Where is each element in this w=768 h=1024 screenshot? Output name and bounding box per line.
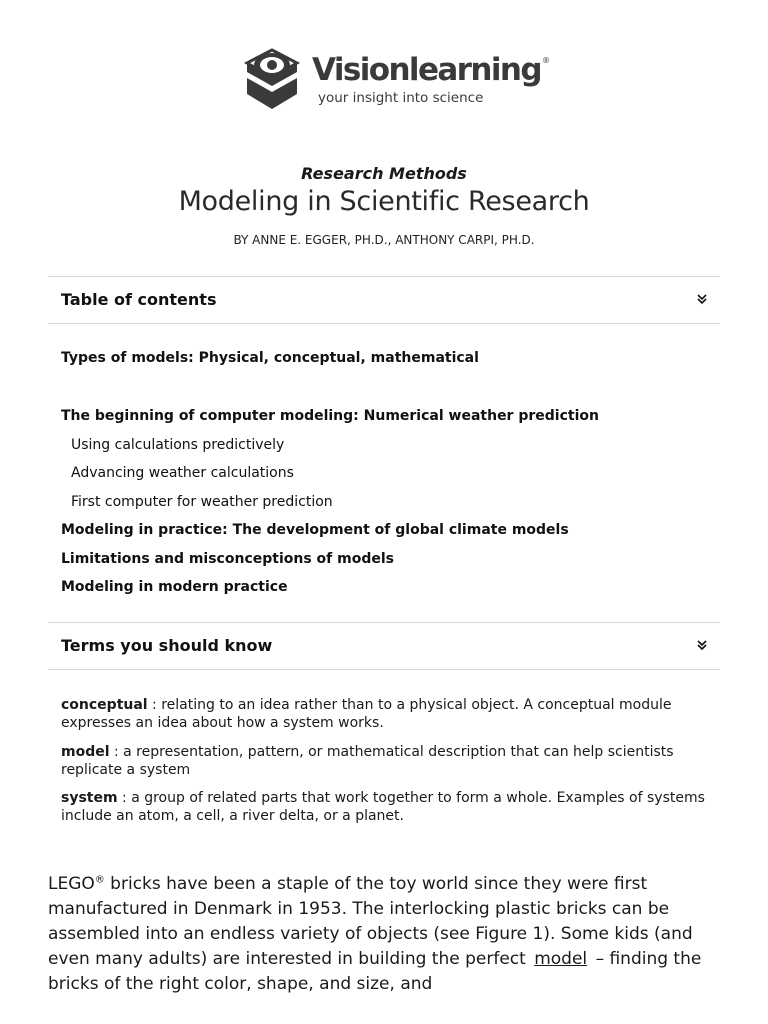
double-chevron-down-icon[interactable] — [696, 638, 708, 652]
toc-link-types-of-models[interactable]: Types of models: Physical, conceptual, mathematical — [61, 350, 479, 366]
toc-link-first-computer[interactable]: First computer for weather prediction — [71, 494, 333, 510]
toc-link-limitations[interactable]: Limitations and misconceptions of models — [61, 551, 394, 567]
logo-tagline: your insight into science — [318, 90, 484, 106]
term-word: system — [61, 790, 118, 806]
toc-link-computer-modeling[interactable]: The beginning of computer modeling: Numerical weather prediction — [61, 408, 599, 424]
article-paragraph — [48, 872, 720, 997]
term-definition — [61, 743, 716, 779]
term-word: conceptual — [61, 697, 148, 713]
toc-heading: Table of contents — [61, 290, 217, 309]
term-text: : a representation, pattern, or mathematical description that can help scientists replicate a system — [61, 744, 674, 778]
category-label: Research Methods — [301, 164, 467, 183]
toc-link-advancing-weather[interactable]: Advancing weather calculations — [71, 465, 294, 481]
toc-link-using-calculations[interactable]: Using calculations predictively — [71, 437, 285, 453]
double-chevron-down-icon[interactable] — [696, 292, 708, 306]
toc-link-modern-practice[interactable]: Modeling in modern practice — [61, 579, 288, 595]
term-text: : a group of related parts that work together to form a whole. Examples of systems include an atom, a cell, a river delta, or a planet. — [61, 790, 705, 824]
toc-header[interactable] — [48, 276, 720, 324]
eye-cube-logo-icon — [244, 48, 300, 112]
logo-wordmark: Visionlearning® — [312, 52, 550, 88]
terms-header[interactable] — [48, 622, 720, 670]
term-text: : relating to an idea rather than to a physical object. A conceptual module expresses an idea about how a system works. — [61, 697, 672, 731]
author-byline: BY ANNE E. EGGER, PH.D., ANTHONY CARPI, PH.D. — [233, 233, 535, 247]
lego-word: LEGO — [48, 874, 95, 894]
term-definition — [61, 789, 716, 825]
paragraph-text-continued: – finding the bricks of the right color, shape, and size, and — [48, 949, 702, 994]
glossary-link-model[interactable]: model — [534, 949, 588, 969]
term-word: model — [61, 744, 110, 760]
page-title: Modeling in Scientific Research — [178, 186, 590, 217]
toc-link-modeling-in-practice[interactable]: Modeling in practice: The development of global climate models — [61, 522, 569, 538]
term-definition — [61, 696, 716, 732]
paragraph-text: bricks have been a staple of the toy world since they were first manufactured in Denmark in 1953. The interlocking plastic bricks can be assembled into an endless variety of objects (see Figure 1). Some kids (and even many adults) are interested in building the perfect — [48, 874, 693, 969]
site-logo[interactable] — [244, 48, 550, 114]
registered-mark: ® — [94, 874, 105, 886]
terms-heading: Terms you should know — [61, 636, 273, 655]
